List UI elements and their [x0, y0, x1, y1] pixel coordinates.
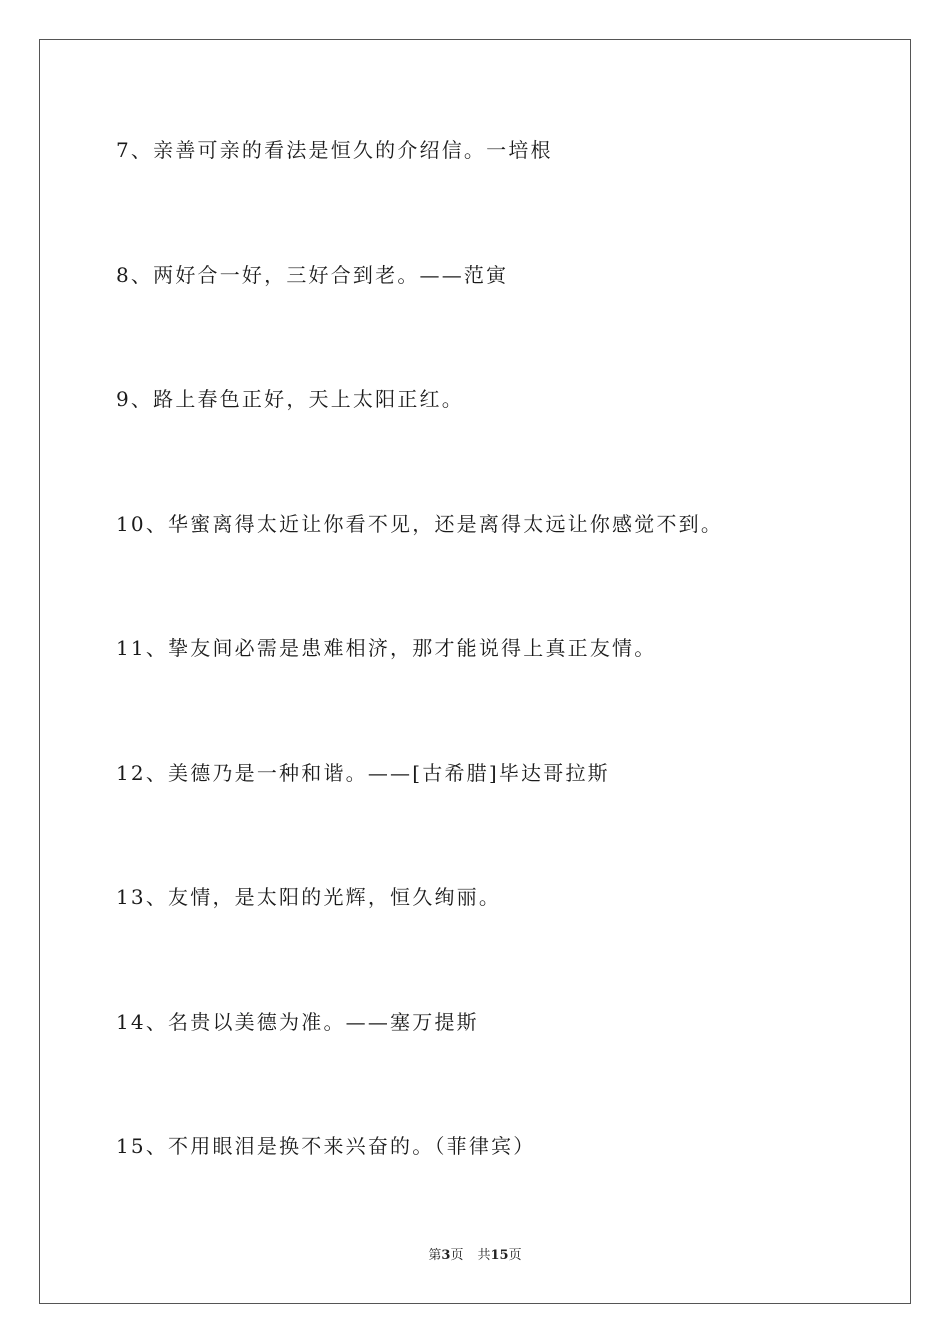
quote-item-12: 12、美德乃是一种和谐。——[古希腊]毕达哥拉斯: [116, 760, 610, 785]
quote-item-9: 9、路上春色正好，天上太阳正红。: [116, 387, 464, 411]
page-prefix: 第: [428, 1248, 442, 1263]
page-suffix: 页: [450, 1248, 464, 1263]
quote-item-15: 15、不用眼泪是换不来兴奋的。（菲律宾）: [116, 1134, 536, 1158]
total-prefix: 共: [477, 1248, 491, 1263]
quote-list: [116, 133, 896, 1254]
total-pages: 15: [490, 1248, 509, 1263]
quote-item-11: 11、挚友间必需是患难相济，那才能说得上真正友情。: [116, 636, 657, 660]
total-suffix: 页: [508, 1248, 522, 1263]
page-number: 3: [441, 1248, 451, 1263]
quote-item-10: 10、华蜜离得太近让你看不见，还是离得太远让你感觉不到。: [116, 511, 724, 536]
quote-item-14: 14、名贵以美德为准。——塞万提斯: [116, 1009, 479, 1034]
page-footer: [0, 1246, 950, 1266]
quote-item-7: 7、亲善可亲的看法是恒久的介绍信。一培根: [116, 138, 553, 162]
quote-item-8: 8、两好合一好，三好合到老。——范寅: [116, 262, 509, 287]
quote-item-13: 13、友情，是太阳的光辉，恒久绚丽。: [116, 885, 502, 909]
